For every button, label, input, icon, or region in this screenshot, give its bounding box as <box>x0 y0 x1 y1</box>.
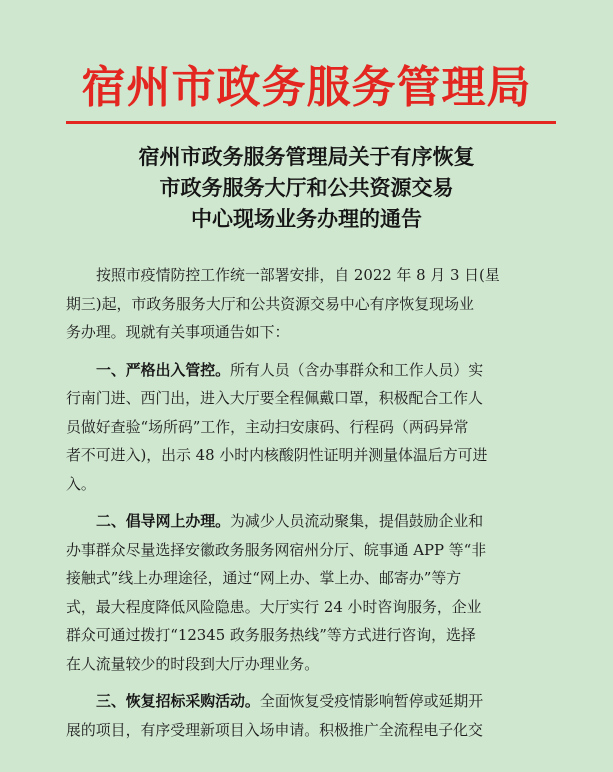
body-line: 式，最大程度降低风险隐患。大厅实行 24 小时咨询服务，企业 <box>66 597 482 616</box>
body-line: 行南门进、西门出，进入大厅要全程佩戴口罩，积极配合工作人 <box>66 389 483 407</box>
body-line: 办事群众尽量选择安徽政务服务网宿州分厅、皖事通 APP 等“非 <box>66 540 487 559</box>
agency-masthead: 宿州市政务服务管理局 <box>81 62 532 113</box>
section-heading: 二、倡导网上办理。 <box>96 512 231 530</box>
body-line: 期三)起，市政务服务大厅和公共资源交易中心有序恢复现场业 <box>66 294 474 313</box>
body-line <box>66 356 542 385</box>
body-line: 入。 <box>66 474 96 493</box>
section-paragraph-access-control <box>66 356 542 499</box>
red-divider-line <box>66 121 556 124</box>
body-line: 按照市疫情防控工作统一部署安排，自 2022 年 8 月 3 日(星 <box>96 266 500 284</box>
document-body <box>66 261 542 744</box>
body-line: 接触式”线上办理途径，通过“网上办、掌上办、邮寄办”等方 <box>66 569 462 587</box>
title-line: 宿州市政务服务管理局关于有序恢复 <box>138 144 475 169</box>
section-heading: 三、恢复招标采购活动。 <box>96 692 260 710</box>
body-line: 员做好查验“场所码”工作，主动扫安康码、行程码（两码异常 <box>66 417 469 436</box>
document-title <box>40 141 573 234</box>
body-line: 展的项目，有序受理新项目入场申请。积极推广全流程电子化交 <box>66 720 483 739</box>
title-line: 中心现场业务办理的通告 <box>191 206 422 231</box>
body-line <box>66 507 542 536</box>
body-text-span: 为减少人员流动聚集，提倡鼓励企业和 <box>230 512 484 530</box>
body-line: 群众可通过拨打“12345 政务服务热线”等方式进行咨询，选择 <box>66 626 476 644</box>
section-heading: 一、严格出入管控。 <box>96 360 231 379</box>
intro-paragraph <box>66 261 542 347</box>
body-line <box>66 687 542 716</box>
body-line: 者不可进入)，出示 48 小时内核酸阴性证明并测量体温后方可进 <box>66 446 488 464</box>
section-paragraph-online-service <box>66 507 542 678</box>
body-text-span: 全面恢复受疫情影响暂停或延期开 <box>259 692 484 710</box>
title-line: 市政务服务大厅和公共资源交易 <box>159 175 454 200</box>
section-paragraph-procurement <box>66 687 542 744</box>
body-line: 在人流量较少的时段到大厅办理业务。 <box>66 654 320 673</box>
body-text-span: 所有人员（含办事群众和工作人员）实 <box>230 360 484 379</box>
body-line: 务办理。现就有关事项通告如下： <box>66 323 290 341</box>
